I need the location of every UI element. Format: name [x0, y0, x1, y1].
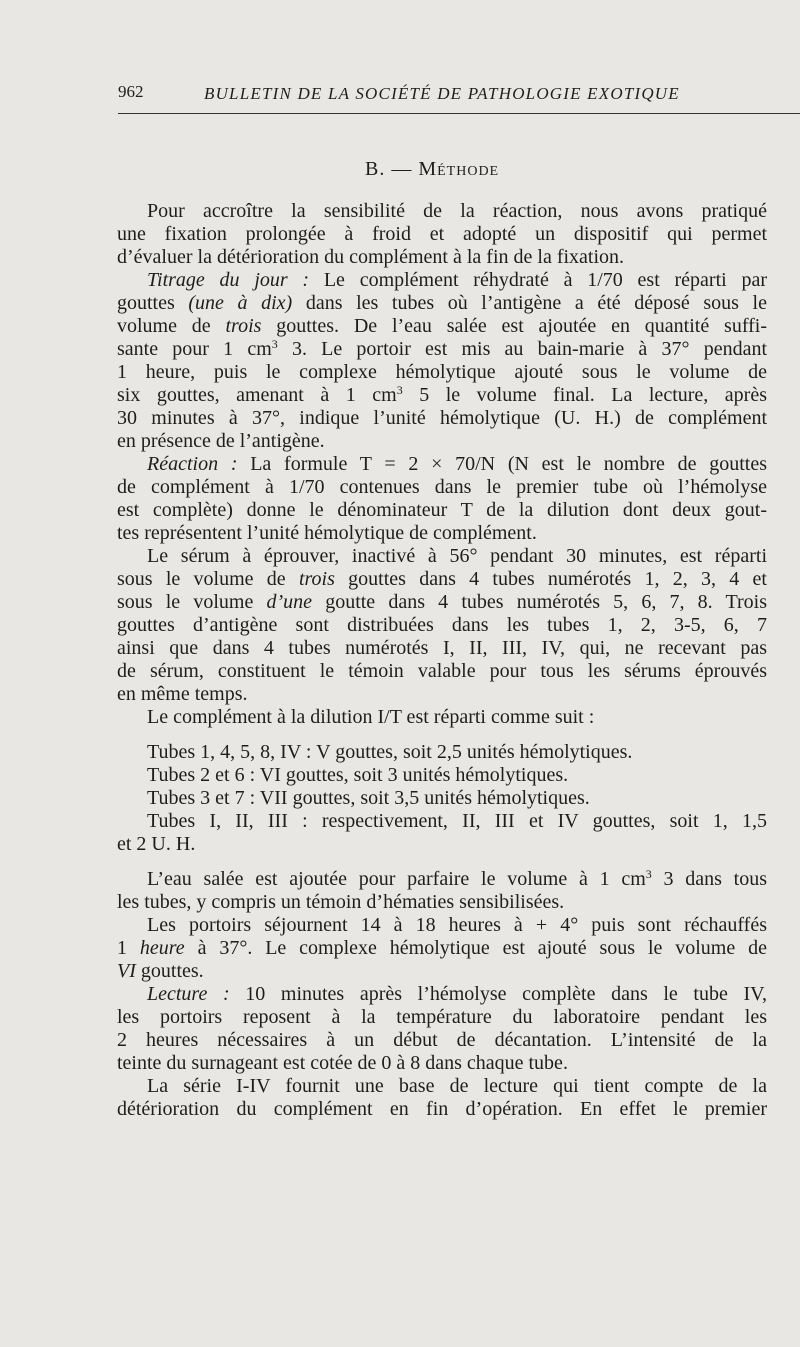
paragraph [117, 914, 767, 983]
text-line: VI gouttes. [117, 960, 204, 982]
text-line: une fixation prolongée à froid et adopté un dispositif qui permet [117, 223, 767, 245]
spacer [117, 856, 767, 868]
text-line: Titrage du jour : Le complément réhydraté à 1/70 est réparti par [147, 269, 767, 291]
text-line: Les portoirs séjournent 14 à 18 heures à + 4° puis sont réchauffés [147, 914, 767, 936]
text-line: de complément à 1/70 contenues dans le premier tube où l’hémolyse [117, 476, 767, 498]
paragraph [117, 706, 767, 729]
paragraph-reaction [117, 453, 767, 545]
text-line: sous le volume d’une goutte dans 4 tubes numérotés 5, 6, 7, 8. Trois [117, 591, 767, 613]
run-in-heading: Titrage du jour : [147, 269, 310, 291]
text-line: volume de trois gouttes. De l’eau salée est ajoutée en quantité suffi- [117, 315, 767, 337]
text-line: 1 heure à 37°. Le complexe hémolytique est ajouté sous le volume de [117, 937, 767, 959]
text-line: Pour accroître la sensibilité de la réaction, nous avons pratiqué [147, 200, 767, 222]
text-line: Le sérum à éprouver, inactivé à 56° pendant 30 minutes, est réparti [147, 545, 767, 567]
text-line: Le complément à la dilution I/T est réparti comme suit : [147, 706, 595, 728]
text-line: les tubes, y compris un témoin d’hématies sensibilisées. [117, 891, 565, 913]
list-item: et 2 U. H. [117, 833, 196, 855]
text-line: 2 heures nécessaires à un début de décantation. L’intensité de la [117, 1029, 767, 1051]
section-heading [365, 158, 499, 181]
text-line: six gouttes, amenant à 1 $cm^3$ 5 le volume final. La lecture, après [117, 383, 767, 406]
text-line: les portoirs reposent à la température du laboratoire pendant les [117, 1006, 767, 1028]
paragraph [117, 1075, 767, 1121]
text-line: d’évaluer la détérioration du complément à la fin de la fixation. [117, 246, 625, 268]
text-line: détérioration du complément en fin d’opération. En effet le premier [117, 1098, 767, 1120]
text-line: 1 heure, puis le complexe hémolytique ajouté sous le volume de [117, 361, 767, 383]
text-line: ainsi que dans 4 tubes numérotés I, II, III, IV, qui, ne recevant pas [117, 637, 767, 659]
list-item: Tubes 3 et 7 : VII gouttes, soit 3,5 unités hémolytiques. [147, 787, 590, 809]
paragraph-titrage [117, 269, 767, 453]
list-item: Tubes 2 et 6 : VI gouttes, soit 3 unités hémolytiques. [147, 764, 569, 786]
text-line: tes représentent l’unité hémolytique de complément. [117, 522, 537, 544]
spacer [117, 729, 767, 741]
running-header [118, 78, 800, 112]
text-line: en présence de l’antigène. [117, 430, 325, 452]
paragraph [117, 868, 767, 914]
text-line: est complète) donne le dénominateur T de la dilution dont deux gout- [117, 499, 767, 521]
text-line: gouttes (une à dix) dans les tubes où l’antigène a été déposé sous le [117, 292, 767, 314]
text-line: 30 minutes à 37°, indique l’unité hémolytique (U. H.) de complément [117, 407, 767, 429]
text-line: Réaction : La formule T = 2 × 70/N (N est le nombre de gouttes [147, 453, 767, 475]
body-text [117, 200, 767, 1121]
paragraph [117, 200, 767, 269]
tube-list [117, 741, 767, 856]
text-line: teinte du surnageant est cotée de 0 à 8 dans chaque tube. [117, 1052, 568, 1074]
list-item: Tubes I, II, III : respectivement, II, III et IV gouttes, soit 1, 1,5 [147, 810, 767, 832]
section-letter: B. — [365, 158, 413, 180]
text-line: sante pour 1 $cm^3$ 3. Le portoir est mis au bain-marie à 37° pendant [117, 337, 768, 360]
paragraph [117, 545, 767, 706]
text-line: de sérum, constituent le témoin valable pour tous les sérums éprouvés [117, 660, 767, 682]
page-number: 962 [118, 82, 144, 101]
text-line: L’eau salée est ajoutée pour parfaire le volume à 1 $cm^3$ 3 dans tous [147, 867, 768, 890]
section-title: Méthode [418, 158, 500, 180]
text-line: La série I-IV fournit une base de lecture qui tient compte de la [147, 1075, 767, 1097]
list-item: Tubes 1, 4, 5, 8, IV : V gouttes, soit 2,5 unités hémolytiques. [147, 741, 633, 763]
run-in-heading: Réaction : [147, 453, 238, 475]
text-line: Lecture : 10 minutes après l’hémolyse complète dans le tube IV, [147, 983, 767, 1005]
text-line: gouttes d’antigène sont distribuées dans les tubes 1, 2, 3-5, 6, 7 [117, 614, 767, 636]
header-rule [118, 113, 800, 114]
text-line: sous le volume de trois gouttes dans 4 tubes numérotés 1, 2, 3, 4 et [117, 568, 767, 590]
text-line: en même temps. [117, 683, 248, 705]
run-in-heading: Lecture : [147, 983, 230, 1005]
journal-title: BULLETIN DE LA SOCIÉTÉ DE PATHOLOGIE EXOTIQUE [204, 84, 680, 103]
paragraph-lecture [117, 983, 767, 1075]
